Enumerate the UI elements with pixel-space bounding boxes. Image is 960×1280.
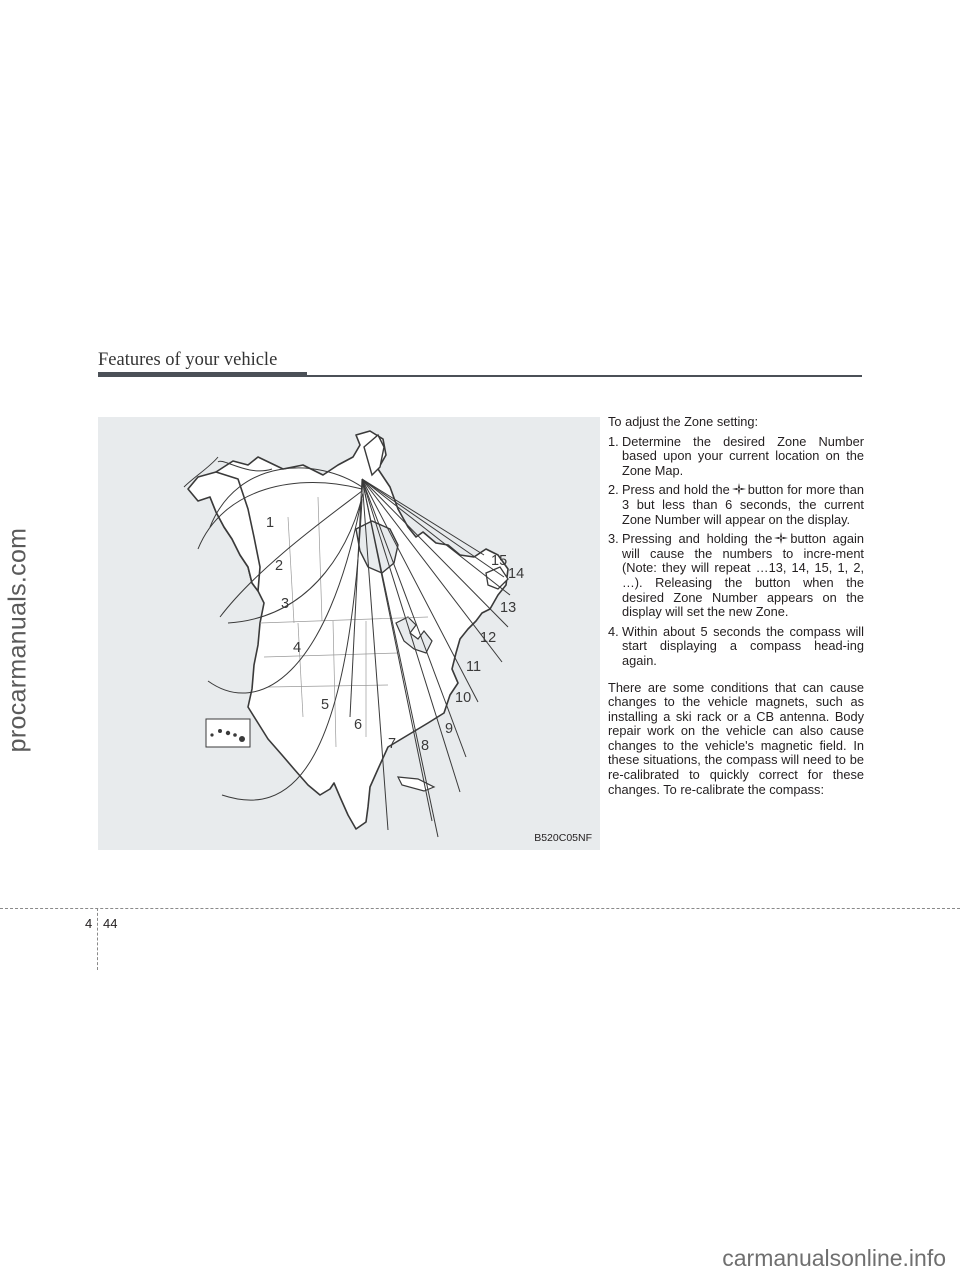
step-text: Within about 5 seconds the compass will start displaying a compass head-ing again.	[622, 623, 864, 668]
step-item	[608, 435, 864, 479]
zone-label: 10	[455, 690, 472, 706]
zone-label: 1	[266, 515, 275, 531]
figure-code: B520C05NF	[534, 832, 592, 844]
zone-label: 2	[275, 558, 284, 574]
step-number: 4.	[608, 623, 619, 639]
zone-label: 14	[508, 566, 525, 582]
header-rule-thin	[307, 375, 862, 377]
zone-label: 5	[321, 697, 330, 713]
step-item	[608, 625, 864, 669]
zone-label: 7	[388, 736, 397, 752]
zone-label: 11	[466, 659, 482, 675]
step-number: 1.	[608, 433, 619, 449]
zone-label: 12	[480, 630, 497, 646]
zone-label: 6	[354, 717, 363, 733]
instructions-column	[608, 415, 864, 797]
zone-map	[98, 417, 600, 850]
step-text-before: Press and hold the	[622, 482, 730, 498]
recalibration-paragraph: There are some conditions that can cause changes to the vehicle magnets, such as installing a ski rack or a CB antenna. Body repair work on the vehicle can also cause changes to the vehicle's magnetic field. In these situations, the compass will need to be re-calibrated to quickly correct for these changes. To re-calibrate the compass:	[608, 679, 864, 797]
compass-icon	[732, 483, 746, 495]
step-number: 3.	[608, 531, 619, 547]
step-item	[608, 483, 864, 527]
zone-label: 15	[491, 553, 508, 569]
section-title: Features of your vehicle	[98, 350, 278, 370]
step-text-before: Pressing and holding the	[622, 531, 773, 547]
chapter-number: 4	[85, 916, 93, 931]
step-text-after: button for more than 3 but less than 6 seconds, the current Zone Number will appear on the display.	[622, 482, 864, 527]
north-america-landmass	[210, 431, 508, 829]
step-item	[608, 532, 864, 620]
side-watermark: procarmanuals.com	[3, 527, 32, 753]
header-rule-thick	[98, 372, 307, 377]
footer-dashed-rule	[0, 908, 960, 909]
step-text: Determine the desired Zone Number based upon your current location on the Zone Map.	[622, 433, 864, 478]
zone-label: 8	[421, 738, 430, 754]
step-text	[622, 532, 864, 620]
step-text-after: button again will cause the numbers to incre-ment (Note: they will repeat …13, 14, 15, 1, 2, …). Releasing the button when the desired Zone Number appears on the display will set the new Zone.	[622, 531, 864, 620]
step-number: 2.	[608, 482, 619, 498]
bottom-watermark: carmanualsonline.info	[722, 1245, 946, 1271]
zone-map-figure	[98, 417, 600, 850]
zone-label: 3	[281, 596, 290, 612]
compass-icon	[774, 532, 788, 544]
steps-list	[608, 435, 864, 669]
zone-label: 13	[500, 600, 517, 616]
cuba	[398, 777, 434, 791]
zone-label: 4	[293, 640, 302, 656]
footer-dashed-divider	[97, 908, 98, 970]
page-number: 44	[103, 916, 118, 931]
step-text	[622, 483, 864, 527]
intro-text: To adjust the Zone setting:	[608, 414, 759, 429]
zone-label: 9	[445, 721, 454, 737]
